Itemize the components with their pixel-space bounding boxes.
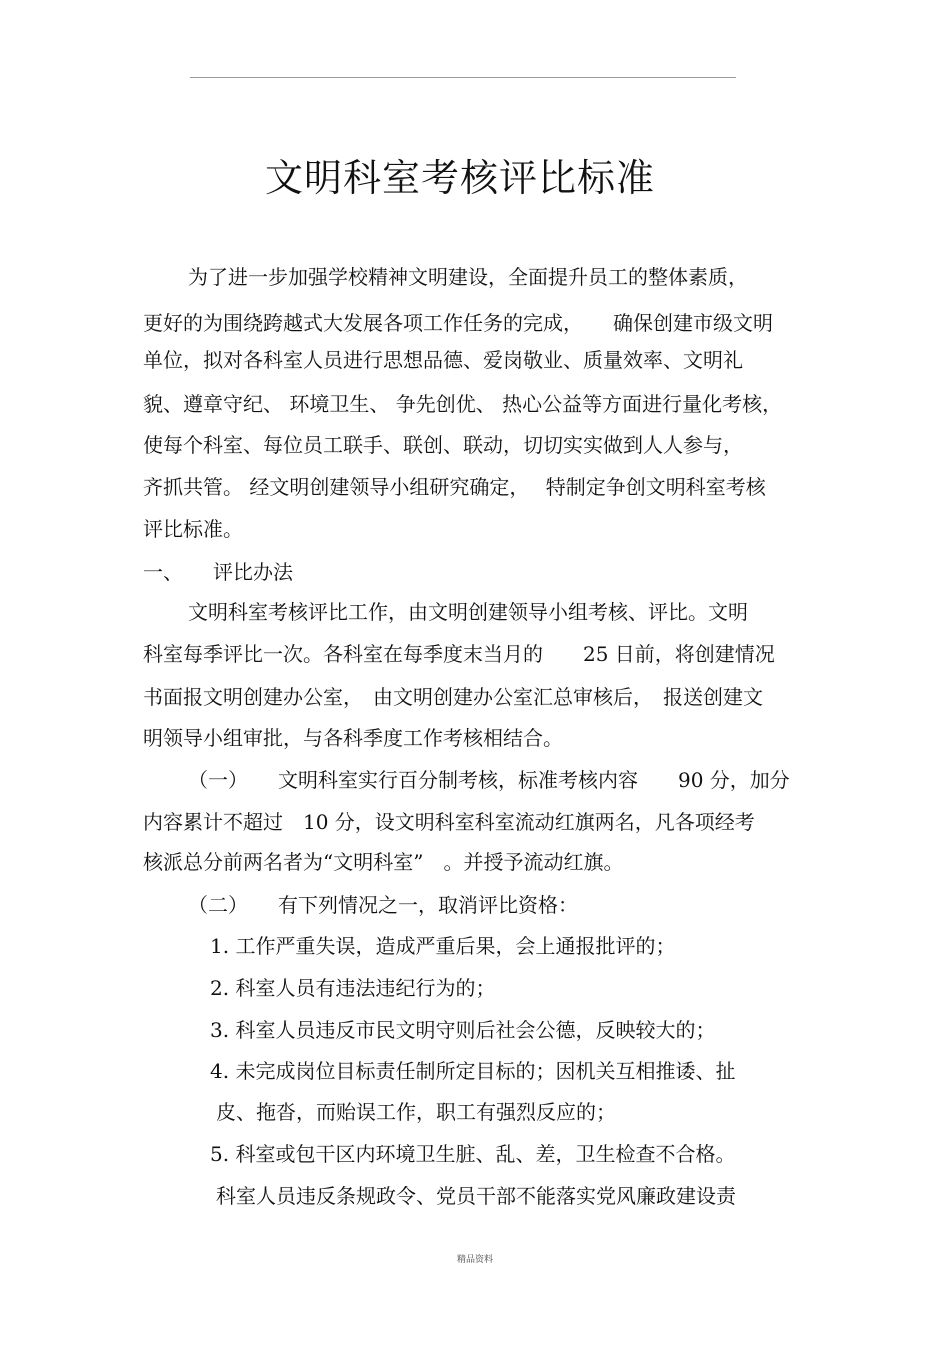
item-two-heading: （二） 有下列情况之一，取消评比资格：	[188, 893, 578, 917]
intro-line-7: 评比标准。	[143, 517, 243, 541]
method-line-2: 科室每季评比一次。各科室在每季度末当月的 25 日前，将创建情况	[143, 642, 775, 666]
method-line-4: 明领导小组审批，与各科季度工作考核相结合。	[143, 726, 563, 750]
intro-line-3: 单位，拟对各科室人员进行思想品德、爱岗敬业、质量效率、文明礼	[143, 348, 743, 372]
intro-line-4: 貌、遵章守纪、 环境卫生、 争先创优、 热心公益等方面进行量化考核，	[143, 392, 783, 416]
list-item: 5. 科室或包干区内环境卫生脏、乱、差，卫生检查不合格。	[210, 1142, 736, 1166]
item-one-line-3: 核派总分前两名者为“文明科室” 。并授予流动红旗。	[143, 850, 624, 874]
list-item: 1. 工作严重失误，造成严重后果，会上通报批评的；	[210, 934, 676, 958]
item-one-line-1: （一） 文明科室实行百分制考核，标准考核内容 90 分，加分	[188, 768, 790, 792]
list-item: 2. 科室人员有违法违纪行为的；	[210, 976, 496, 1000]
intro-line-2: 更好的为围绕跨越式大发展各项工作任务的完成， 确保创建市级文明	[143, 311, 773, 335]
footer-label: 精品资料	[456, 1255, 493, 1265]
header-rule	[190, 77, 736, 78]
list-item: 3. 科室人员违反市民文明守则后社会公德，反映较大的；	[210, 1018, 716, 1042]
section-heading: 一、 评比办法	[143, 560, 293, 584]
list-item: 4. 未完成岗位目标责任制所定目标的；因机关互相推诿、扯	[210, 1059, 736, 1083]
item-one-line-2: 内容累计不超过 10 分，设文明科室科室流动红旗两名，凡各项经考	[143, 810, 755, 834]
method-line-1: 文明科室考核评比工作，由文明创建领导小组考核、评比。文明	[188, 600, 748, 624]
method-line-3: 书面报文明创建办公室， 由文明创建办公室汇总审核后， 报送创建文	[143, 685, 763, 709]
list-item-continuation: 皮、拖沓，而贻误工作，职工有强烈反应的；	[216, 1100, 616, 1124]
list-item-continuation: 科室人员违反条规政令、党员干部不能落实党风廉政建设责	[216, 1184, 736, 1208]
intro-line-5: 使每个科室、每位员工联手、联创、联动，切切实实做到人人参与，	[143, 433, 743, 457]
intro-line-6: 齐抓共管。 经文明创建领导小组研究确定， 特制定争创文明科室考核	[143, 475, 766, 499]
intro-line-1: 为了进一步加强学校精神文明建设，全面提升员工的整体素质，	[188, 265, 748, 289]
page-title: 文明科室考核评比标准	[264, 156, 655, 200]
